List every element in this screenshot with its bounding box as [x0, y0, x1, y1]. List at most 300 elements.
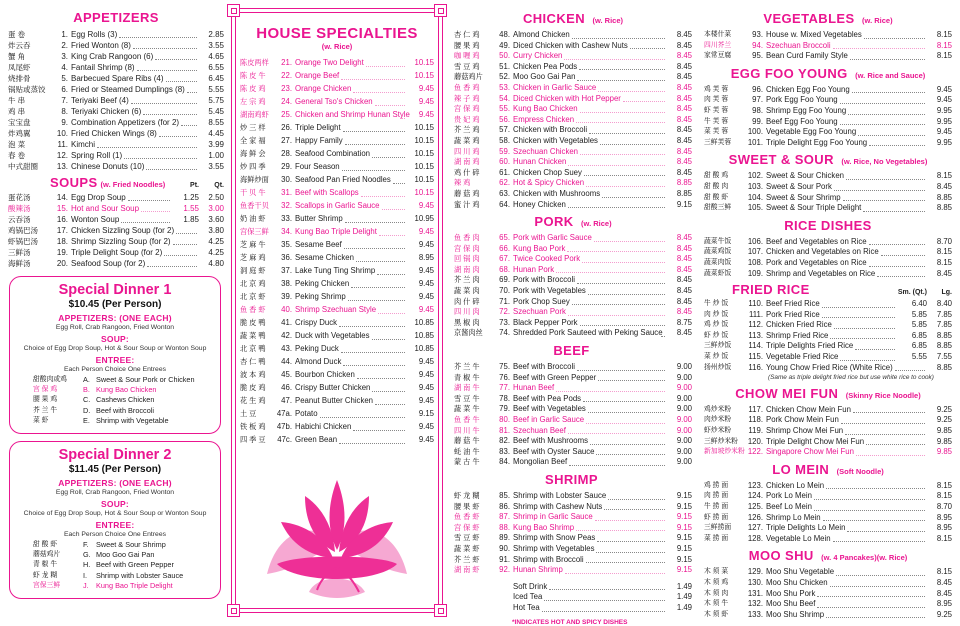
item-chinese-name: 家常豆腐 [704, 52, 732, 60]
item-chinese-name: 蘑 菇 鸡 [454, 188, 480, 198]
item-name: Chicken in Garlic Sauce [513, 82, 597, 92]
item-name: Vegetable Fried Rice [766, 352, 839, 362]
item-name: Beef with Green Pepper [96, 560, 174, 570]
item-price: 9.45 [418, 305, 434, 314]
menu-item [454, 265, 692, 276]
item-name: Shrimp Szechuan Style [295, 305, 377, 314]
menu-item [454, 447, 692, 458]
item-number: 128. [747, 533, 763, 543]
item-chinese-name: 雪 豆 鸡 [454, 61, 480, 71]
dot-leader [830, 338, 895, 339]
menu-item [704, 405, 952, 416]
menu-item [704, 534, 952, 545]
item-number: 63. [499, 188, 510, 198]
menu-item [8, 51, 224, 62]
item-chinese-name: 炒 三 样 [240, 123, 266, 132]
item-number: 35. [281, 240, 292, 249]
dot-leader [141, 211, 170, 212]
item-chinese-name: 鸡 炒 饭 [704, 321, 729, 329]
menu-item [240, 69, 434, 82]
item-price: 8.45 [676, 275, 692, 285]
item-price: 5.75 [208, 96, 224, 105]
menu-item [454, 104, 692, 115]
rice-dishes-list [704, 237, 952, 279]
dinner-2-entree-note: Each Person Choice One Entrees [63, 531, 166, 539]
dot-leader [840, 124, 925, 125]
dinner-2-appetizers-label: APPETIZERS: (ONE EACH) [58, 478, 172, 489]
item-price: 9.00 [676, 383, 692, 393]
menu-item [8, 29, 224, 40]
item-number: 117. [748, 404, 763, 414]
dot-leader [372, 391, 405, 392]
item-price: 8.45 [936, 268, 952, 278]
item-number: 75. [499, 362, 510, 372]
item-name: Pork Chow Mein Fun [766, 415, 839, 425]
item-number: 127. [747, 523, 763, 533]
item-number: 92. [499, 565, 510, 575]
item-chinese-name: 虾炒米粉 [704, 427, 732, 435]
item-chinese-name: 陈 皮 鸡 [240, 84, 266, 93]
item-number: 16. [56, 215, 68, 224]
menu-item [240, 95, 434, 108]
item-name: Empress Chicken [513, 114, 575, 124]
item-price: 5.45 [208, 107, 224, 116]
item-name: Peanut Butter Chicken [295, 396, 374, 405]
item-price: 9.45 [418, 266, 434, 275]
item-price: 3.55 [208, 41, 224, 50]
item-name: Lake Tung Ting Shrimp [295, 266, 376, 275]
item-chinese-name: 四 川 鸡 [454, 146, 480, 156]
item-chinese-name: 鸡 什 碎 [454, 167, 480, 177]
item-number: 22. [281, 71, 292, 80]
item-number: 2. [61, 41, 68, 50]
item-name: Sweet & Sour Pork or Chicken [96, 375, 195, 384]
item-price: 4.25 [208, 248, 224, 257]
item-name: Triple Delights Lo Mein [766, 523, 846, 533]
dot-leader [845, 434, 925, 435]
item-price: 8.15 [936, 480, 952, 490]
dot-leader [576, 530, 665, 531]
item-chinese-name: 辣 鸡 [454, 178, 471, 188]
item-name: Beef with Pea Pods [513, 393, 582, 403]
item-chinese-name: 海 鲜 会 [240, 149, 266, 158]
item-letter: B. [83, 385, 90, 395]
dinner-entree-item [17, 560, 213, 570]
dot-leader [600, 144, 665, 145]
item-number: 47a. [276, 409, 292, 418]
item-price: 7.85 [936, 320, 952, 330]
item-price: 9.15 [676, 512, 692, 522]
item-chinese-name: 肉 芙 蓉 [704, 96, 729, 104]
item-price: 8.45 [676, 104, 692, 114]
item-price: 1.00 [208, 151, 224, 160]
item-number: 104. [747, 192, 763, 202]
item-number: 113. [748, 330, 763, 340]
dinner-2-entree-label: ENTREE: [95, 520, 135, 531]
dot-leader [176, 233, 197, 234]
dot-leader [584, 175, 665, 176]
menu-item [704, 41, 952, 52]
item-chinese-name: 牛 芙 蓉 [704, 117, 729, 125]
chow-mei-fun-subtitle: (Skinny Rice Noodle) [845, 390, 921, 400]
item-number: 34. [281, 227, 292, 236]
sweet-sour-title: SWEET & SOUR [728, 152, 834, 168]
dot-leader [361, 196, 405, 197]
dot-leader [580, 325, 665, 326]
item-name: Pork Fried Rice [766, 309, 820, 319]
item-name: Hunan Pork [513, 264, 555, 274]
item-chinese-name: 腰 果 鸡 [33, 396, 58, 404]
menu-item [240, 160, 434, 173]
item-price: 8.45 [936, 588, 952, 598]
item-name: Black Pepper Pork [513, 317, 578, 327]
menu-item [704, 352, 952, 363]
dinner-entree-item [17, 375, 213, 385]
dinner-entree-item [17, 395, 213, 405]
menu-item [704, 447, 952, 458]
item-chinese-name: 蔬 菜 鸡 [454, 135, 480, 145]
dinner-entree-item [17, 571, 213, 581]
item-name: Beef and Vegetables on Rice [766, 236, 867, 246]
item-name: Fantail Shrimp (8) [71, 63, 135, 72]
menu-item [704, 437, 952, 448]
item-name: Moo Shu Beef [766, 599, 816, 609]
menu-item [8, 62, 224, 73]
dot-leader [594, 241, 665, 242]
dot-leader [577, 370, 665, 371]
dot-leader [549, 589, 665, 590]
dinner-2-appetizers-text: Egg Roll, Crab Rangoon, Fried Wonton [55, 489, 175, 497]
item-chinese-name: 湖 南 肉 [454, 264, 480, 274]
lo-mein-header [704, 461, 952, 479]
house-specialties-frame [231, 8, 443, 613]
item-chinese-name: 菜 虾 [33, 416, 49, 424]
house-specialties-subtitle: (w. Rice) [321, 42, 353, 51]
quart-column-label: Qt. [214, 182, 224, 189]
item-number: 29. [281, 162, 292, 171]
item-price: 8.45 [936, 181, 952, 191]
item-chinese-name: 鱼 香 虾 [240, 305, 266, 314]
item-name: Sesame Beef [295, 240, 342, 249]
special-dinner-1-title: Special Dinner 1 [58, 282, 172, 298]
item-chinese-name: 蔬 菜 鸭 [240, 331, 266, 340]
item-price: 8.15 [936, 491, 952, 501]
item-name: Fried Wonton (8) [71, 41, 131, 50]
menu-item [454, 136, 692, 147]
item-number: 46. [281, 383, 292, 392]
dot-leader [846, 179, 925, 180]
dinner-1-soup-label: SOUP: [101, 334, 129, 344]
item-name: Hunan Chicken [513, 157, 567, 167]
dot-leader [869, 145, 925, 146]
menu-item [240, 277, 434, 290]
item-name: Seafood Soup (for 2) [71, 259, 146, 268]
item-price: 10.85 [414, 331, 434, 340]
menu-item [240, 342, 434, 355]
item-price: 8.45 [676, 233, 692, 243]
item-chinese-name: 湖南鸡虾 [240, 110, 269, 119]
item-price: 9.45 [418, 279, 434, 288]
chicken-subtitle: (w. Rice) [592, 16, 624, 25]
menu-item [454, 318, 692, 329]
item-number: 119. [748, 426, 763, 436]
dot-leader [343, 365, 405, 366]
item-chinese-name: 蔬 菜 虾 [454, 543, 480, 553]
item-name: Fried or Steamed Dumplings (8) [71, 85, 185, 94]
menu-item [454, 157, 692, 168]
item-price: 9.15 [676, 565, 692, 575]
dot-leader [826, 617, 925, 618]
item-number: 40. [281, 305, 292, 314]
item-name: Hot Tea [513, 602, 540, 612]
item-number: 38. [281, 279, 292, 288]
dot-leader [597, 541, 665, 542]
item-number: 71. [499, 296, 510, 306]
dot-leader [320, 417, 405, 418]
item-price: 8.45 [676, 167, 692, 177]
dot-leader [159, 136, 197, 137]
menu-item [454, 436, 692, 447]
item-price: 9.45 [418, 422, 434, 431]
menu-item [240, 394, 434, 407]
item-name: Barbecued Spare Ribs (4) [71, 74, 164, 83]
dot-leader [356, 261, 405, 262]
item-price: 9.45 [418, 240, 434, 249]
menu-item [454, 533, 692, 544]
menu-item [454, 555, 692, 566]
item-chinese-name: 脆 皮 鸡 [240, 383, 266, 392]
item-price: 9.85 [936, 447, 952, 457]
dot-leader [564, 59, 665, 60]
menu-item [704, 310, 952, 321]
item-chinese-name: 酸辣汤 [8, 204, 31, 213]
item-number: 114. [748, 341, 763, 351]
menu-item [454, 404, 692, 415]
item-number: 56. [499, 114, 510, 124]
item-chinese-name: 脆 皮 鸭 [240, 318, 266, 327]
item-chinese-name: 海鲜炒面 [240, 175, 269, 184]
item-price: 10.15 [414, 58, 434, 67]
item-number: 25. [281, 110, 292, 119]
dinner-entree-item [17, 385, 213, 395]
item-chinese-name: 辣 子 鸡 [454, 93, 480, 103]
item-number: 61. [499, 167, 510, 177]
item-price: 9.45 [936, 84, 952, 94]
item-number: 95. [752, 51, 763, 61]
item-price: 9.15 [676, 501, 692, 511]
menu-item [8, 84, 224, 95]
dot-leader [850, 59, 925, 60]
item-price: 8.45 [676, 125, 692, 135]
item-chinese-name: 蚝 油 牛 [454, 446, 480, 456]
item-chinese-name: 肉 捞 面 [704, 492, 729, 500]
dot-leader [568, 315, 665, 316]
item-chinese-name: 宫保三鲜 [240, 227, 269, 236]
item-name: Hunan Shrimp [513, 565, 563, 575]
lo-mein-list [704, 481, 952, 545]
item-price: 9.45 [418, 84, 434, 93]
item-chinese-name: 海鲜汤 [8, 259, 31, 268]
item-letter: E. [83, 415, 90, 425]
item-price: 8.85 [936, 203, 952, 213]
menu-item [240, 225, 434, 238]
dot-leader [542, 611, 665, 612]
item-name: Cashews Chicken [96, 395, 155, 405]
dot-leader [372, 339, 405, 340]
item-name: Chicken with Mushrooms [513, 188, 601, 198]
menu-item [454, 565, 692, 576]
item-number: 112. [748, 320, 763, 330]
item-chinese-name: 虾 芙 蓉 [704, 106, 729, 114]
item-number: 120. [747, 436, 763, 446]
sweet-sour-header [704, 151, 952, 169]
dot-leader [596, 552, 665, 553]
chow-mei-fun-header [704, 385, 952, 403]
menu-item [704, 415, 952, 426]
item-name: Peking Shrimp [295, 292, 346, 301]
item-name: Four Season [295, 162, 340, 171]
item-price: 8.45 [676, 114, 692, 124]
item-name: King Crab Rangoon (6) [71, 52, 154, 61]
item-number: 27. [281, 136, 292, 145]
item-chinese-name: 湖 南 牛 [454, 383, 480, 393]
menu-item [704, 426, 952, 437]
item-name: Kung Bao Pork [513, 243, 566, 253]
item-price: 9.95 [936, 137, 952, 147]
fried-rice-note: (Same as triple delight fried rice but use white rice to cook) [768, 374, 934, 382]
item-name: Orange Chicken [295, 84, 352, 93]
dot-leader [586, 423, 665, 424]
item-chinese-name: 腰 果 虾 [454, 501, 480, 511]
item-number: 78. [499, 393, 510, 403]
item-chinese-name: 甜 酸 鸡 [704, 172, 729, 180]
item-name: Pork with Vegetables [513, 286, 586, 296]
menu-item [8, 236, 224, 247]
dot-leader [586, 186, 665, 187]
item-number: 48. [499, 30, 510, 39]
item-price: 9.45 [418, 110, 434, 119]
item-chinese-name: 奶 油 虾 [240, 214, 266, 223]
item-number: 88. [499, 522, 510, 532]
dot-leader [840, 360, 895, 361]
item-price: 3.99 [208, 140, 224, 149]
menu-item [8, 150, 224, 161]
item-chinese-name: 牛 串 [8, 96, 26, 105]
item-price: 9.15 [676, 543, 692, 553]
item-number: 72. [499, 307, 510, 317]
menu-item [454, 512, 692, 523]
dot-leader [366, 66, 405, 67]
item-name: Green Bean [295, 435, 338, 444]
item-name: Hunan Beef [513, 383, 555, 393]
item-number: 66. [499, 243, 510, 253]
menu-item [454, 189, 692, 200]
item-price-small: 6.40 [911, 299, 927, 309]
menu-item [240, 251, 434, 264]
item-chinese-name: 炸鸡翼 [8, 129, 31, 138]
item-number: 21. [281, 58, 292, 67]
item-chinese-name: 凤尾虾 [8, 63, 31, 72]
item-number: 49. [499, 40, 510, 50]
item-price: 3.60 [208, 215, 224, 224]
item-name: Shrimp with Cashew Nuts [513, 501, 603, 511]
item-chinese-name: 四 川 肉 [454, 307, 480, 317]
item-chinese-name: 鱼 香 虾 [454, 512, 480, 522]
menu-item [454, 30, 692, 41]
chicken-header [454, 10, 692, 28]
dinner-entree-item [17, 416, 213, 426]
menu-item [454, 544, 692, 555]
menu-item [8, 214, 224, 225]
dot-leader [181, 125, 197, 126]
appetizers-list [8, 29, 224, 172]
menu-item [704, 203, 952, 214]
item-number: 118. [748, 415, 763, 425]
item-price: 4.80 [208, 259, 224, 268]
item-name: Chicken Chop Suey [513, 167, 582, 177]
item-name: Shrimp Egg Foo Young [766, 105, 847, 115]
item-name: Shrimp Lo Mein [766, 512, 821, 522]
menu-item [240, 381, 434, 394]
item-name: Duck with Vegetables [295, 331, 370, 340]
item-name: Sweet & Sour Shrimp [96, 540, 166, 550]
item-number: 65. [499, 233, 510, 243]
item-name: Chicken Egg Foo Young [766, 84, 850, 94]
item-name: Potato [295, 409, 318, 418]
item-price: 9.85 [936, 426, 952, 436]
item-number: 52. [499, 72, 510, 82]
item-number: 6. [61, 85, 68, 94]
item-chinese-name: 菜 芙 蓉 [704, 128, 729, 136]
item-number: 70. [499, 286, 510, 296]
item-name: Moo Shu Pork [766, 588, 816, 598]
item-price: 9.25 [936, 404, 952, 414]
item-number: 18. [56, 237, 68, 246]
item-price: 8.15 [936, 533, 952, 543]
chicken-title: CHICKEN [522, 11, 585, 26]
dot-leader [864, 38, 925, 39]
menu-item [704, 237, 952, 248]
item-number: 132. [747, 599, 763, 609]
dot-leader [572, 304, 665, 305]
egg-foo-young-list [704, 85, 952, 149]
item-name: Beef with Vegetables [513, 404, 586, 414]
dot-leader [588, 294, 665, 295]
dot-leader [375, 105, 405, 106]
item-price: 9.45 [418, 383, 434, 392]
menu-item [240, 433, 434, 446]
item-price: 9.15 [676, 199, 692, 209]
item-chinese-name: 蘑 菇 牛 [454, 436, 480, 446]
dot-leader [866, 444, 925, 445]
item-name: Sweet & Sour Shrimp [766, 192, 841, 202]
item-name: Beef with Oyster Sauce [513, 446, 595, 456]
item-price: 3.55 [208, 162, 224, 171]
item-price: 8.45 [676, 254, 692, 264]
item-price: 8.45 [676, 296, 692, 306]
item-price: 8.15 [936, 567, 952, 577]
item-name: Singapore Chow Mei Fun [766, 447, 854, 457]
dot-leader [822, 307, 895, 308]
menu-item [704, 171, 952, 182]
dot-leader [595, 520, 665, 521]
item-chinese-name: 宫 保 虾 [454, 522, 480, 532]
item-price: 8.45 [676, 146, 692, 156]
item-number: 87. [499, 512, 510, 522]
vegetables-title: VEGETABLES [763, 11, 855, 26]
special-dinner-2-box [9, 441, 221, 599]
item-number: 45. [281, 370, 292, 379]
